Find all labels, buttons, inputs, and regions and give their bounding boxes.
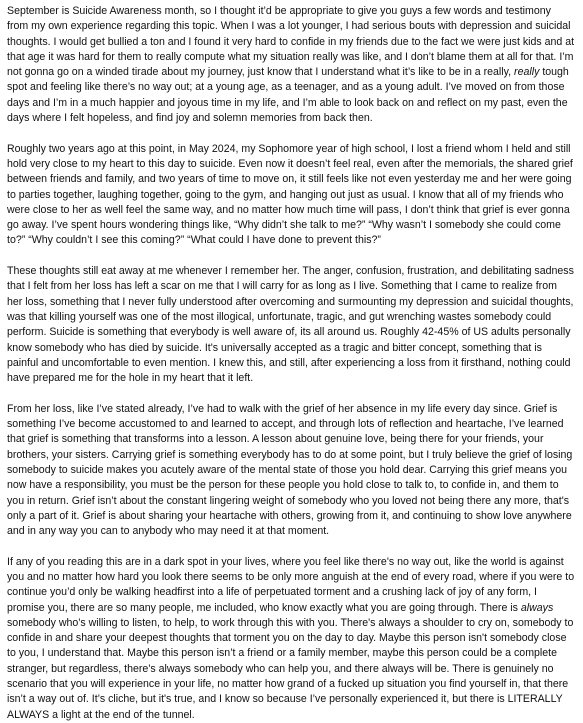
document-body [7, 4, 575, 723]
paragraph-message [7, 555, 575, 723]
paragraph-thoughts: These thoughts still eat away at me whenever I remember her. The anger, confusion, frustration, and debilitating sadness that I felt from her loss has left a scar on me that I will carry for as long as I live. Something that I came to realize from her loss, something that I never fully understood after overcoming and surmounting my depression and suicidal thoughts, was that killing yourself was one of the most illogical, unfortunate, tragic, and gut wrenching wastes somebody could perform. Suicide is something that everybody is well aware of, its all around us. Roughly 42-45% of US adults personally know somebody who has died by suicide. It's universally accepted as a tragic and bitter concept, something that is painful and uncomfortable to even mention. I knew this, and still, after experiencing a loss from it firsthand, nothing could have prepared me for the hole in my heart that it left. [7, 265, 574, 385]
paragraph-intro [7, 4, 575, 126]
paragraph-text: September is Suicide Awareness month, so I thought it’d be appropriate to give you guys a few words and testimony from my own experience regarding this topic. When I was a lot younger, I had serious bouts with depression and suicidal thoughts. I would get bullied a ton and I found it very hard to confide in my friends due to the fact we were just kids and at that age it was hard for them to really compute what my situation really was like, and I don’t blame them at all for that. I’m not gonna go on a winded tirade about my journey, just know that I understand what it’s like to be in a really, [7, 5, 575, 79]
paragraph-text: tough spot and feeling like there’s no way out; at a young age, as a teenager, and as a young adult. I’ve moved on from those days and I’m in a much happier and joyous time in my life, and I’m able to look back on and reflect on my past, even the days where I felt hopeless, and find joy and solemn memories from back then. [7, 66, 569, 125]
paragraph-loss: Roughly two years ago at this point, in May 2024, my Sophomore year of high school, I lost a friend whom I held and still hold very close to my heart to this day to suicide. Even now it doesn’t feel real, even after the memorials, the shared grief between friends and family, and two years of time to move on, it still feels like not even yesterday me and her were going to parties together, laughing together, going to the gym, and hanging out just as usual. I know that all of my friends who were close to her as well feel the same way, and no matter how much time will pass, I don’t think that grief is ever gonna go away. I’ve spent hours wondering things like, “Why didn’t she talk to me?” “Why wasn’t I somebody she could come to?” “Why couldn’t I see this coming?” “What could I have done to prevent this?” [7, 142, 573, 247]
emphasis-text: always [520, 601, 554, 614]
paragraph-grief: From her loss, like I’ve stated already, I’ve had to walk with the grief of her absence in my life every day since. Grief is something I’ve become accustomed to and learned to accept, and through lots of reflection and heartache, I’ve learned that grief is something that transforms into a lesson. A lesson about genuine love, being there for your friends, your brothers, your sisters. Carrying grief is something everybody has to do at some point, but I truly believe the grief of losing somebody to suicide makes you acutely aware of the mental state of those you hold dear. Carrying this grief means you now have a responsibility, you must be the person for these people you hold close to talk to, to confide in, and them to you in return. Grief isn’t about the constant lingering weight of somebody who you loved not being there any more, that's only a part of it. Grief is about sharing your heartache with others, growing from it, and continuing to show love anywhere and in any way you can to anybody who may need it at that moment. [7, 402, 573, 538]
paragraph-text: somebody who’s willing to listen, to help, to work through this with you. There's always a shoulder to cry on, somebody to confide in and share your deepest thoughts that torment you on the day to day. Maybe this person isn't somebody close to you, I understand that. Maybe this person isn’t a friend or a family member, maybe this person could be a complete stranger, but regardless, there's always somebody who can help you, and there always will be. There is genuinely no scenario that you will experience in your life, no matter how grand of a fucked up situation you find yourself in, that there isn’t a way out of. It’s cliche, but it's true, and I know so because I’ve personally experienced it, but there is LITERALLY ALWAYS a light at the end of the tunnel. [7, 616, 574, 721]
emphasis-text: really [514, 66, 540, 79]
paragraph-text: If any of you reading this are in a dark spot in your lives, where you feel like there's no way out, like the world is against you and no matter how hard you look there seems to be only more anguish at the end of every road, where if you were to continue you’d only be walking headfirst into a life of perpetuated torment and a crushing lack of joy of any form, I promise you, there are so many people, me included, who know exactly what you are going through. There is [7, 555, 575, 614]
